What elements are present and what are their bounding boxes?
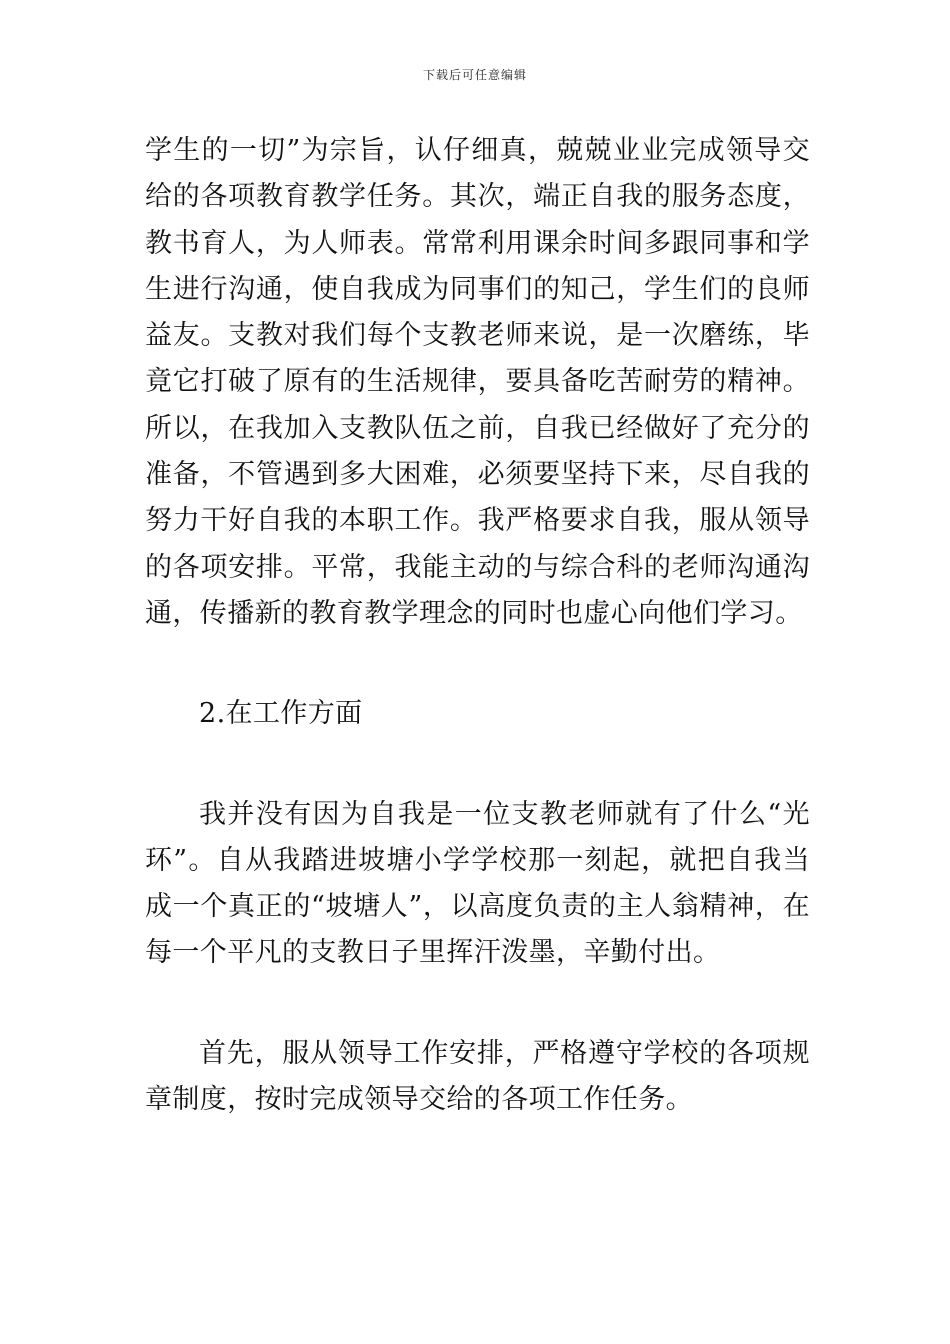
document-body <box>145 128 810 1123</box>
section-heading: 2.在工作方面 <box>199 698 363 730</box>
paragraph-1: 学生的一切”为宗旨，认仔细真，兢兢业业完成领导交给的各项教育教学任务。其次，端正自我的服务态度，教书育人，为人师表。常常利用课余时间多跟同事和学生进行沟通，使自我成为同事们的知己，学生们的良师益友。支教对我们每个支教老师来说，是一次磨练，毕竟它打破了原有的生活规律，要具备吃苦耐劳的精神。所以，在我加入支教队伍之前，自我已经做好了充分的准备，不管遇到多大困难，必须要坚持下来，尽自我的努力干好自我的本职工作。我严格要求自我，服从领导的各项安排。平常，我能主动的与综合科的老师沟通沟通，传播新的教育教学理念的同时也虚心向他们学习。 <box>145 135 810 629</box>
paragraph-3: 首先，服从领导工作安排，严格遵守学校的各项规章制度，按时完成领导交给的各项工作任务。 <box>145 1037 810 1116</box>
page-header: 下载后可任意编辑 <box>422 68 527 82</box>
paragraph-2: 我并没有因为自我是一位支教老师就有了什么“光环”。自从我踏进坡塘小学学校那一刻起，就把自我当成一个真正的“坡塘人”，以高度负责的主人翁精神，在每一个平凡的支教日子里挥汗泼墨，辛勤付出。 <box>145 798 810 969</box>
